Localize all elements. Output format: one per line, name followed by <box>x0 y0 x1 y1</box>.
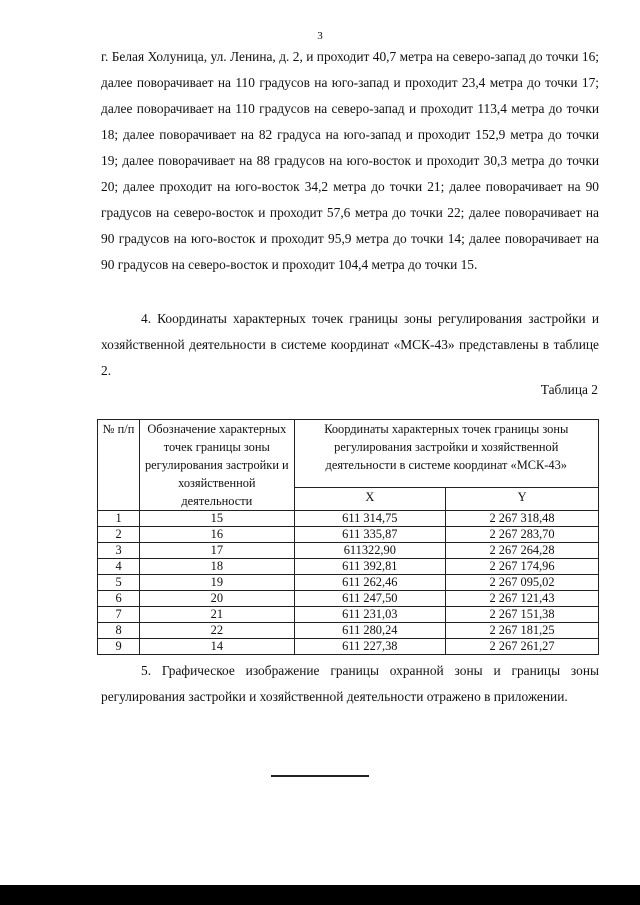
y-coordinate: 2 267 318,48 <box>446 511 599 527</box>
y-coordinate: 2 267 151,38 <box>446 607 599 623</box>
row-number: 1 <box>98 511 140 527</box>
y-coordinate: 2 267 283,70 <box>446 527 599 543</box>
y-coordinate: 2 267 261,27 <box>446 639 599 655</box>
table-row <box>98 559 599 575</box>
point-designation: 20 <box>140 591 294 607</box>
x-coordinate: 611 227,38 <box>294 639 446 655</box>
row-number: 4 <box>98 559 140 575</box>
x-coordinate: 611322,90 <box>294 543 446 559</box>
coordinates-table <box>97 419 599 655</box>
row-number: 9 <box>98 639 140 655</box>
table-row <box>98 639 599 655</box>
table-row <box>98 591 599 607</box>
table-row <box>98 527 599 543</box>
item-5-paragraph: 5. Графическое изображение границы охранной зоны и границы зоны регулирования застройки и хозяйственной деятельности отражено в приложении. <box>101 663 599 704</box>
point-designation: 17 <box>140 543 294 559</box>
row-number: 7 <box>98 607 140 623</box>
route-description-paragraph: г. Белая Холуница, ул. Ленина, д. 2, и проходит 40,7 метра на северо-запад до точки 16; далее поворачивает на 110 градусов на юго-запад и проходит 23,4 метра до точки 17; далее поворачивает на 110 градусов на северо-запад и проходит 113,4 метра до точки 18; далее поворачивает на 82 градуса на юго-запад и проходит 152,9 метра до точки 19; далее поворачивает на 88 градусов на юго-восток и проходит 30,3 метра до точки 20; далее проходит на юго-восток 34,2 метра до точки 21; далее поворачивает на 90 градусов на северо-восток и проходит 57,6 метра до точки 22; далее поворачивает на 90 градусов на юго-восток и проходит 95,9 метра до точки 14; далее поворачивает на 90 градусов на северо-восток и проходит 104,4 метра до точки 15. <box>101 49 599 272</box>
x-coordinate: 611 231,03 <box>294 607 446 623</box>
table-row <box>98 607 599 623</box>
x-coordinate: 611 392,81 <box>294 559 446 575</box>
point-designation: 19 <box>140 575 294 591</box>
point-designation: 15 <box>140 511 294 527</box>
row-number: 8 <box>98 623 140 639</box>
y-coordinate: 2 267 181,25 <box>446 623 599 639</box>
page-number: 3 <box>317 30 323 42</box>
point-designation: 22 <box>140 623 294 639</box>
row-number: 6 <box>98 591 140 607</box>
separator-line <box>271 775 369 777</box>
y-coordinate: 2 267 095,02 <box>446 575 599 591</box>
point-designation: 14 <box>140 639 294 655</box>
item-4-paragraph: 4. Координаты характерных точек границы зоны регулирования застройки и хозяйственной деятельности в системе координат «МСК-43» представлены в таблице 2. <box>101 311 599 378</box>
y-coordinate: 2 267 264,28 <box>446 543 599 559</box>
x-coordinate: 611 262,46 <box>294 575 446 591</box>
x-coordinate: 611 314,75 <box>294 511 446 527</box>
point-designation: 16 <box>140 527 294 543</box>
table-header-row <box>98 420 599 488</box>
table-row <box>98 543 599 559</box>
scan-bottom-edge <box>0 885 640 905</box>
header-y: Y <box>446 487 599 510</box>
table-row <box>98 623 599 639</box>
header-designation: Обозначение характерных точек границы зоны регулирования застройки и хозяйственной деятельности <box>140 420 294 511</box>
row-number: 3 <box>98 543 140 559</box>
table-caption: Таблица 2 <box>540 382 598 397</box>
table-row <box>98 575 599 591</box>
row-number: 5 <box>98 575 140 591</box>
point-designation: 18 <box>140 559 294 575</box>
header-coordinates: Координаты характерных точек границы зоны регулирования застройки и хозяйственной деятельности в системе координат «МСК-43» <box>294 420 598 488</box>
x-coordinate: 611 335,87 <box>294 527 446 543</box>
point-designation: 21 <box>140 607 294 623</box>
header-x: X <box>294 487 446 510</box>
y-coordinate: 2 267 174,96 <box>446 559 599 575</box>
x-coordinate: 611 247,50 <box>294 591 446 607</box>
header-num: № п/п <box>98 420 140 511</box>
x-coordinate: 611 280,24 <box>294 623 446 639</box>
row-number: 2 <box>98 527 140 543</box>
table-row <box>98 511 599 527</box>
y-coordinate: 2 267 121,43 <box>446 591 599 607</box>
